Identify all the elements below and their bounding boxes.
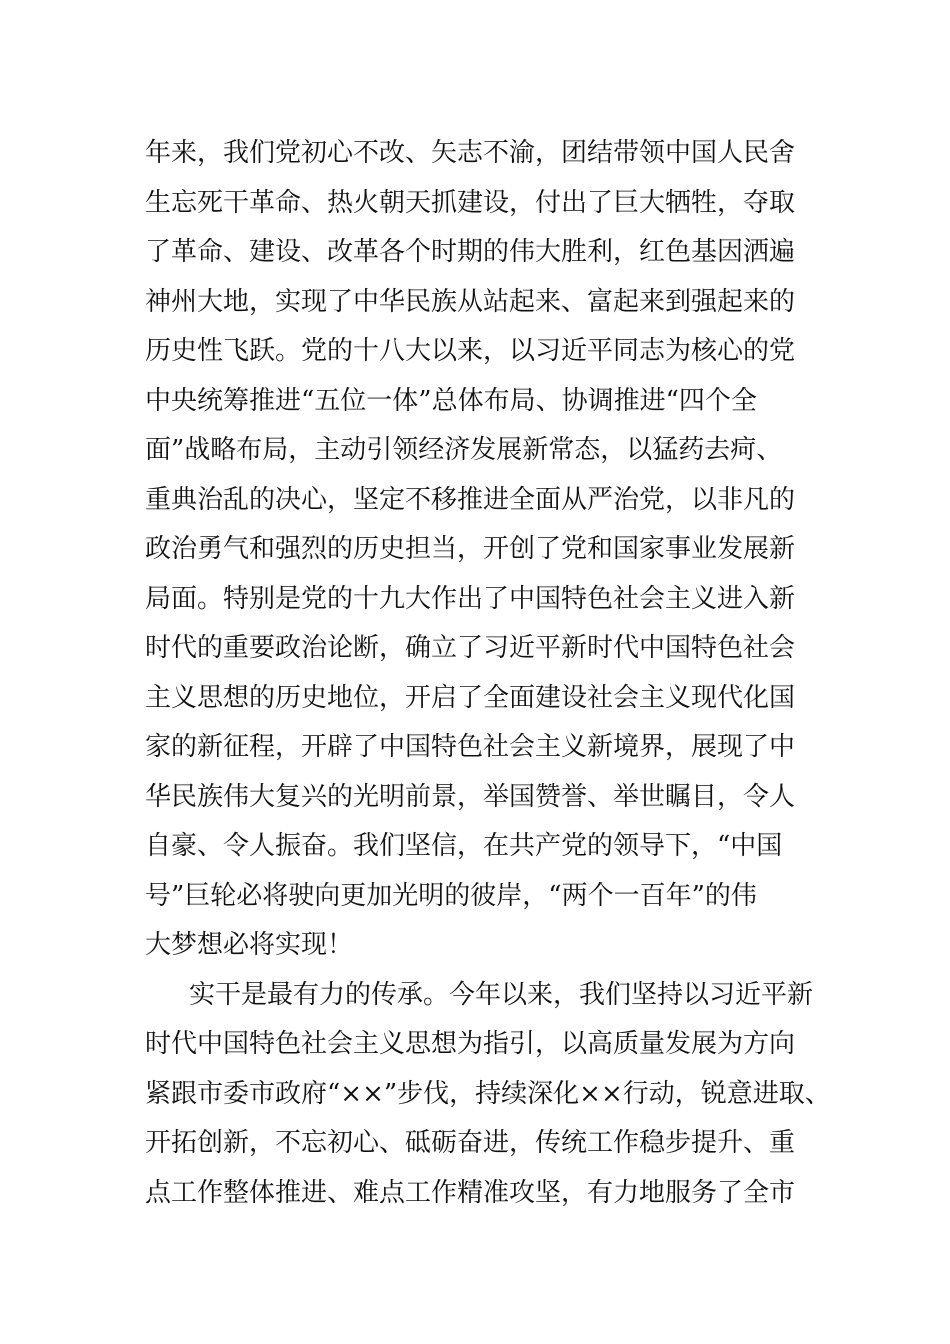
- paragraph-line: 重典治乱的决心，坚定不移推进全面从严治党，以非凡的: [145, 484, 796, 515]
- paragraph-line: 号”巨轮必将驶向更加光明的彼岸，“两个一百年”的伟: [145, 880, 757, 911]
- paragraph-line: 局面。特别是党的十九大作出了中国特色社会主义进入新: [145, 583, 796, 614]
- paragraph-line: 政治勇气和强烈的历史担当，开创了党和国家事业发展新: [145, 534, 796, 564]
- paragraph-line: 面”战略布局，主动引领经济发展新常态，以猛药去疴、: [145, 435, 783, 465]
- paragraph-line: 开拓创新，不忘初心、砥砺奋进，传统工作稳步提升、重: [145, 1128, 796, 1158]
- paragraph-line: 神州大地，实现了中华民族从站起来、富起来到强起来的: [145, 286, 796, 317]
- paragraph-line: 点工作整体推进、难点工作精准攻坚，有力地服务了全市: [145, 1177, 796, 1208]
- paragraph-line: 时代的重要政治论断，确立了习近平新时代中国特色社会: [145, 633, 796, 663]
- paragraph-line: 自豪、令人振奋。我们坚信，在共产党的领导下，“中国: [145, 831, 783, 861]
- paragraph-line: 年来，我们党初心不改、矢志不渝，团结带领中国人民舍: [145, 138, 796, 168]
- paragraph-line: 生忘死干革命、热火朝天抓建设，付出了巨大牺牲，夺取: [145, 187, 796, 218]
- paragraph-line: 主义思想的历史地位，开启了全面建设社会主义现代化国: [145, 682, 796, 713]
- paragraph-1: [145, 129, 845, 971]
- paragraph-line: 了革命、建设、改革各个时期的伟大胜利，红色基因洒遍: [145, 237, 796, 267]
- paragraph-line: 历史性飞跃。党的十八大以来，以习近平同志为核心的党: [145, 336, 796, 366]
- paragraph-2: [145, 971, 845, 1219]
- paragraph-line: 华民族伟大复兴的光明前景，举国赞誉、举世瞩目，令人: [145, 781, 796, 812]
- paragraph-line: 紧跟市委市政府“××”步伐，持续深化××行动，锐意进取、: [145, 1078, 831, 1109]
- paragraph-line: 大梦想必将实现！: [145, 930, 354, 960]
- paragraph-line: 实干是最有力的传承。今年以来，我们坚持以习近平新: [189, 979, 814, 1010]
- paragraph-line: 时代中国特色社会主义思想为指引，以高质量发展为方向: [145, 1029, 796, 1059]
- paragraph-line: 中央统筹推进“五位一体”总体布局、协调推进“四个全: [145, 385, 757, 416]
- document-body: [145, 129, 845, 1218]
- paragraph-line: 家的新征程，开辟了中国特色社会主义新境界，展现了中: [145, 732, 796, 762]
